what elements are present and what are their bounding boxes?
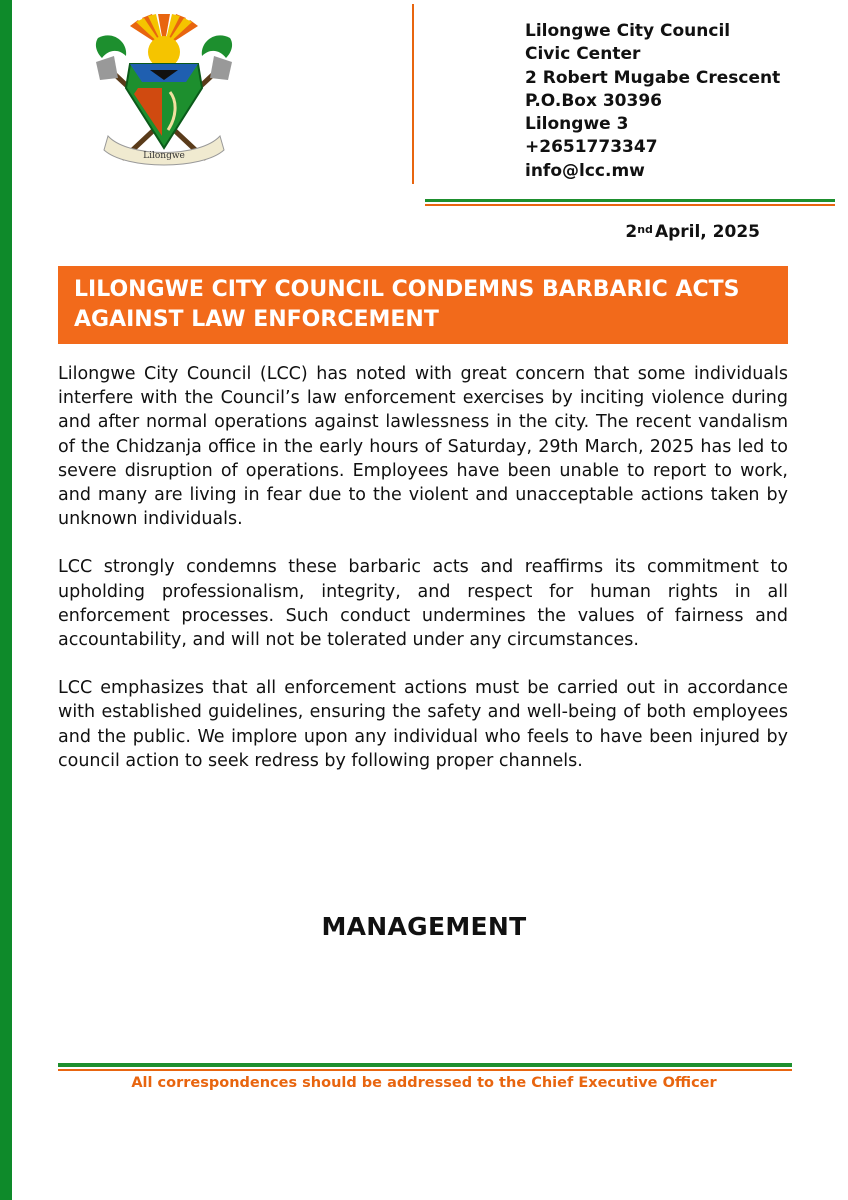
paragraph: Lilongwe City Council (LCC) has noted with great concern that some individuals interfere with the Council’s law enforcement exercises by inciting violence during and after normal operations against lawlessness in the city. The recent vandalism of the Chidzanja office in the early hours of Saturday, 29th March, 2025 has led to severe disruption of operations. Employees have been unable to report to work, and many are living in fear due to the violent and unacceptable actions taken by unknown individuals. — [58, 364, 788, 530]
date-suffix: nd — [637, 223, 653, 236]
address-line: Lilongwe City Council — [525, 21, 731, 41]
address-line: Civic Center — [525, 44, 641, 65]
statement-body — [58, 362, 788, 797]
address-line: P.O.Box 30396 — [525, 90, 662, 111]
city-council-emblem — [78, 8, 250, 172]
header-rule — [425, 199, 835, 206]
headline-banner — [58, 266, 788, 344]
date-day: 2 — [625, 222, 638, 242]
date-rest: April, 2025 — [654, 222, 760, 242]
address-email: info@lcc.mw — [525, 160, 645, 181]
paragraph: LCC emphasizes that all enforcement actions must be carried out in accordance with established guidelines, ensuring the safety and well-being of both employees and the public. We implore upon any individual who feels to have been injured by council action to seek redress by following proper channels. — [58, 678, 788, 771]
headline-line: LILONGWE CITY COUNCIL CONDEMNS BARBARIC ACTS — [74, 277, 740, 302]
footer-note: All correspondences should be addressed to the Chief Executive Officer — [131, 1075, 717, 1091]
council-address-block — [525, 20, 780, 183]
address-line: 2 Robert Mugabe Crescent — [525, 67, 781, 88]
headline-line: AGAINST LAW ENFORCEMENT — [74, 307, 439, 332]
paragraph: LCC strongly condemns these barbaric acts and reaffirms its commitment to upholding professionalism, integrity, and respect for human rights in all enforcement processes. Such conduct undermines the values of fairness and accountability, and will not be tolerated under any circumstances. — [58, 557, 788, 651]
press-release-date — [625, 222, 760, 242]
emblem-motto: Lilongwe — [143, 151, 185, 161]
signoff: MANAGEMENT — [321, 912, 527, 941]
header-divider — [412, 4, 414, 184]
footer-rule — [58, 1063, 792, 1071]
address-line: Lilongwe 3 — [525, 114, 629, 135]
left-green-stripe — [0, 0, 12, 1200]
address-line: +2651773347 — [525, 137, 658, 158]
